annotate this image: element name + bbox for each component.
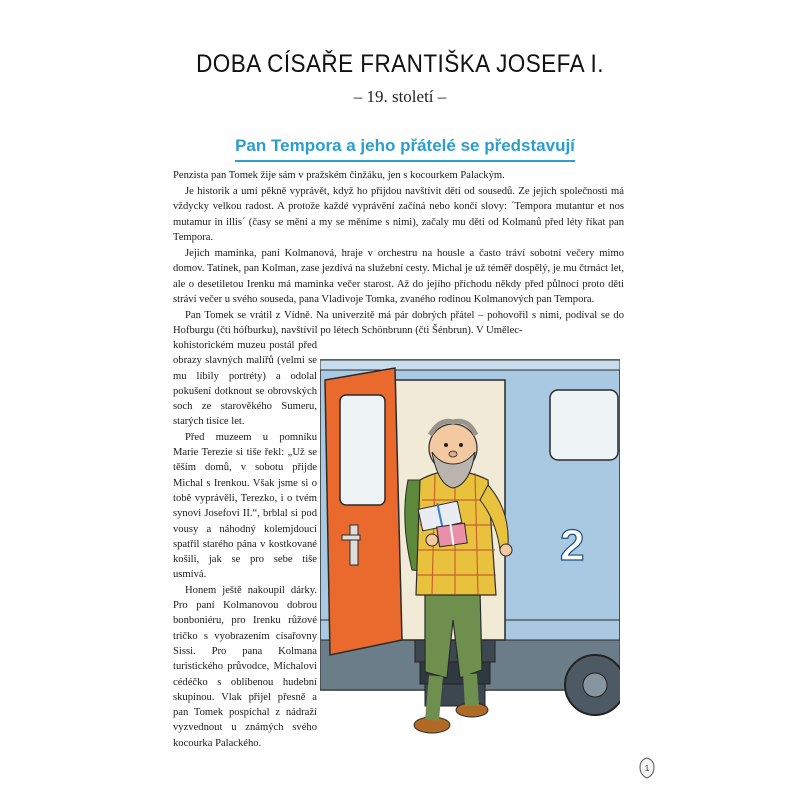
- page-subtitle: – 19. století –: [353, 87, 447, 106]
- train-illustration: [320, 340, 620, 755]
- page-title: DOBA CÍSAŘE FRANTIŠKA JOSEFA I.: [196, 50, 604, 78]
- paragraph: Je historik a umí pěkně vyprávět, když ho přijdou navštívit děti od sousedů. Ze jejich společnosti má vždycky velkou radost. A protože každé vyprávění začíná nebo končí slovy: ´Tempora mutantur et nos mutamur in illis´ (časy se mění a my se měníme s nimi), začaly mu děti od Kolmanů před léty říkat pan Tempora.: [173, 185, 624, 243]
- article-column: [173, 338, 317, 751]
- car-number: 2: [560, 521, 585, 570]
- paragraph: Jejich maminka, paní Kolmanová, hraje v orchestru na housle a často tráví sobotní večery mimo domov. Tatínek, pan Kolman, zase jezdívá na služební cesty. Michal je už téměř dospělý, je mu čtrnáct let, ale o desetiletou Irenku má maminka večer starost. Až do jejího příchodu někdy před půlnocí proto děti stráví večer u svého souseda, pana Vladivoje Tomka, zvaného rodinou Kolmanových pan Tempora.: [173, 247, 625, 305]
- page-number: 1: [644, 764, 650, 773]
- paragraph: Penzista pan Tomek žije sám v pražském činžáku, jen s kocourkem Palackým.: [173, 170, 505, 181]
- paragraph: Před muzeem u pomníku Marie Terezie si tiše řekl: „Už se těším domů, v sobotu přijde Michal s Irenkou. Však jsme si o tobě vyprávěli, Terezko, i o tvém synovi Josefovi II.“, brblal si pod vousy a náhodný kolemjdoucí spatřil starého pána v kostkované košili, jak se pro sebe tiše usmívá.: [173, 431, 317, 581]
- train-window: [550, 390, 618, 460]
- paragraph: Honem ještě nakoupil dárky. Pro paní Kolmanovou dobrou bonboniéru, pro Irenku růžové tričko s vyobrazením císařovny Sissi. Pro pana Kolmana turistického průvodce, Michalovi cédéčko s oblíbenou hudební skupinou. Vlak přijel přesně a pan Tomek pospíchal z nádraží vyzvednout u známých svého kocourka Palackého.: [173, 584, 317, 749]
- section-heading: Pan Tempora a jeho přátelé se představují: [235, 136, 575, 162]
- paragraph: Pan Tomek se vrátil z Vídně. Na univerzitě má pár dobrých přátel – pohovořil s nimi, podíval se do Hofburgu (čti hófburku), navštívil po létech Schönbrunn (čti Šénbrun). V Umělec-: [173, 309, 624, 336]
- paragraph: kohistorickém muzeu postál před obrazy slavných malířů (velmi se mu líbily portréty) a odolal pokušení dotknout se obrovských soch ze starověkého Sumeru, starých tisíce let.: [173, 340, 317, 428]
- article-body: [173, 168, 624, 339]
